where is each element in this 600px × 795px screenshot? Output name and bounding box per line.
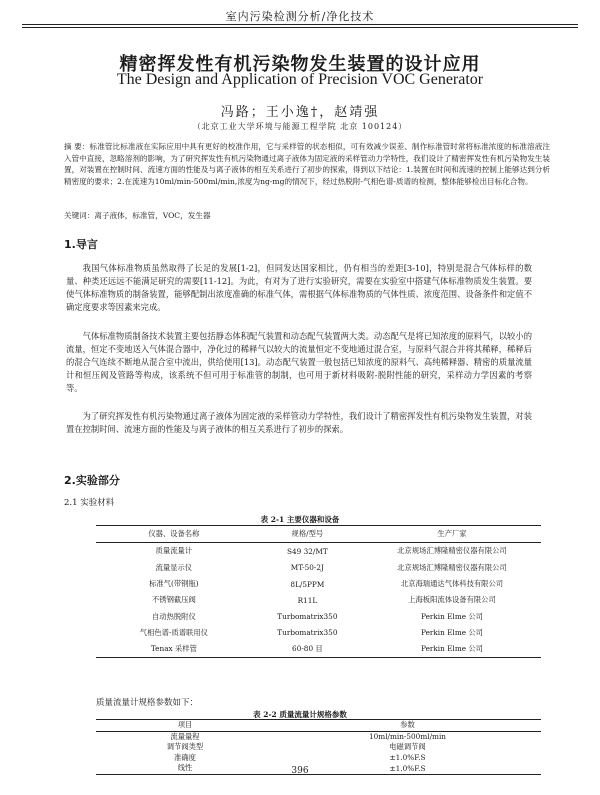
affiliation: （北京工业大学环境与能源工程学院 北京 100124） (192, 122, 408, 131)
table1-cell: 北京规场汇博隆精密仪器有限公司 (397, 546, 507, 556)
table2-header: 项目 (177, 720, 193, 730)
table1-header: 生产厂家 (437, 529, 467, 539)
table2-cell: 流量量程 (170, 731, 200, 741)
table1-cell: 60-80 目 (292, 644, 323, 654)
table-row (96, 641, 541, 658)
table-row (96, 592, 541, 608)
intro-paragraph-3: 为了研究挥发性有机污染物通过离子液体为固定液的采样管动力学特性，我们设计了精密挥发性有机污染物发生装置，对装置在控制时间、流速方面的性能及与离子液体的相互关系进行了初步的探索。 (66, 411, 532, 434)
keywords: 关键词：离子液体，标准管，VOC，发生器 (64, 211, 211, 220)
table-row (96, 608, 541, 624)
section-heading-experiment: 2.实验部分 (64, 474, 120, 487)
subsection-materials: 2.1 实验材料 (64, 498, 115, 508)
title-chinese: 精密挥发性有机污染物发生装置的设计应用 (119, 54, 481, 75)
table1-cell: R11L (297, 595, 318, 605)
table-row (96, 625, 541, 641)
running-header: 室内污染检测分析/净化技术 (225, 10, 375, 23)
header-rule-thin (22, 27, 578, 28)
table1-cell: Tenax 采样管 (150, 644, 197, 654)
intro-paragraph-1: 我国气体标准物质虽然取得了长足的发展[1-2]，但同发达国家相比，仍有相当的差距[3-10]，特别是混合气体标样的数量、种类还远远不能满足研究的需要[11-12]。为此，有对为了进行实验研究，需要在实验室中搭建气体标准物质发生装置。要使气体标准物质的制备装置，能够配制出浓度准确的标准气体，需根据气体标准物质的气体性质、浓度范围、设备条件和定值不确定度要求等因素来完成。 (66, 263, 532, 312)
table1-cell: Perkin Elme 公司 (421, 611, 483, 621)
intro-paragraph-2: 气体标准物质制备技术装置主要包括静态体积配气装置和动态配气装置两大类。动态配气是将已知浓度的原料气，以较小的流量，恒定不变地送入气体混合器中，净化过的稀释气以较大的流量恒定不变地通过混合室，与原料气混合并将其稀释，稀释后的混合气连续不断地从混合室中流出，供给使用[13]。动态配气装置一般包括已知浓度的原料气、高纯稀释器、精密的质量流量计和恒压阀及管路等构成，该系统不但可用于标准管的制制，也可用于新材料吸附-脱附性能的研究，采样动力学因素的考察等。 (66, 331, 532, 393)
table1-cell: MT-50-2J (290, 563, 324, 573)
table1-cell: 标准气(带钢瓶) (149, 579, 199, 589)
table2-cell: ±1.0%F.S (389, 753, 426, 763)
table2-cell: 线性 (177, 763, 193, 773)
table1-cell: 气相色谱-质谱联用仪 (139, 627, 208, 637)
table2-intro: 质量流量计规格参数如下： (96, 698, 199, 708)
table2-cell: 调节阀类型 (166, 742, 204, 752)
table1-cell: 北京海瑞通达气体科技有限公司 (400, 579, 504, 589)
table-row (96, 576, 541, 592)
table2-header: 参数 (400, 720, 415, 730)
abstract: 摘 要：标准管比标准液在实际应用中具有更好的校准作用，它与采样管的状态相似，可有效减少误差、制作标准管时常将标准浓度的标准溶液注入管中直接，忽略溶剂的影响，为了研究挥发性有机污染物通过离子液体为固定液的采样管动力学特性，我们设计了精密挥发性有机污染物发生装置，对装置在控制时间、流速方面的性能及与离子液体的相互关系进行了初步的探索，得到以下结论：1.装置在时间和流速的控制上能够达到分析精密度的要求；2.在流速为10ml/min-500ml/min,浓度为ng-mg的情况下，经过热脱附-气相色谱-质谱的检测，整体能够检出目标化合物。 (64, 142, 550, 186)
table1-caption: 表 2-1 主要仪器和设备 (260, 515, 340, 524)
table1-cell: 8L/5PPM (290, 579, 325, 589)
table1-cell: 上海板阳流体设备有限公司 (408, 595, 496, 605)
table-row (96, 731, 541, 742)
authors: 冯路；王小逸†，赵靖强 (220, 105, 380, 120)
table1-header: 仪器、设备名称 (148, 529, 200, 539)
table1-cell: 质量流量计 (155, 546, 193, 556)
section-heading-intro: 1.导言 (64, 238, 98, 251)
table-row (96, 742, 541, 753)
table1-cell: 流量显示仪 (155, 562, 193, 572)
table-row (96, 753, 541, 764)
table2-cell: ±1.0%F.S (389, 763, 426, 773)
header-rule-thick (22, 24, 578, 25)
table1-cell: 自动热脱附仪 (151, 611, 196, 621)
table-row (96, 543, 541, 560)
table1-cell: Perkin Elme 公司 (421, 627, 483, 637)
table2-cell: 准确度 (174, 752, 196, 762)
equipment-table (96, 525, 541, 658)
table1-cell: 不锈钢截压阀 (151, 595, 196, 605)
page-number: 396 (291, 766, 309, 776)
table1-cell: 北京规场汇博隆精密仪器有限公司 (397, 562, 507, 572)
table2-cell: 电磁调节阀 (389, 742, 426, 752)
table1-cell: S49 32/MT (287, 546, 328, 556)
table2-caption: 表 2-2 质量流量计规格参数 (253, 710, 347, 719)
table-row (96, 560, 541, 576)
table1-cell: Turbomatrix350 (277, 612, 338, 622)
table1-cell: Perkin Elme 公司 (421, 644, 483, 654)
table1-header: 规格/型号 (291, 529, 324, 539)
title-english: The Design and Application of Precision VOC Generator (116, 71, 484, 88)
table2-cell: 10ml/min-500ml/min (368, 732, 446, 742)
table1-cell: Turbomatrix350 (277, 628, 338, 638)
